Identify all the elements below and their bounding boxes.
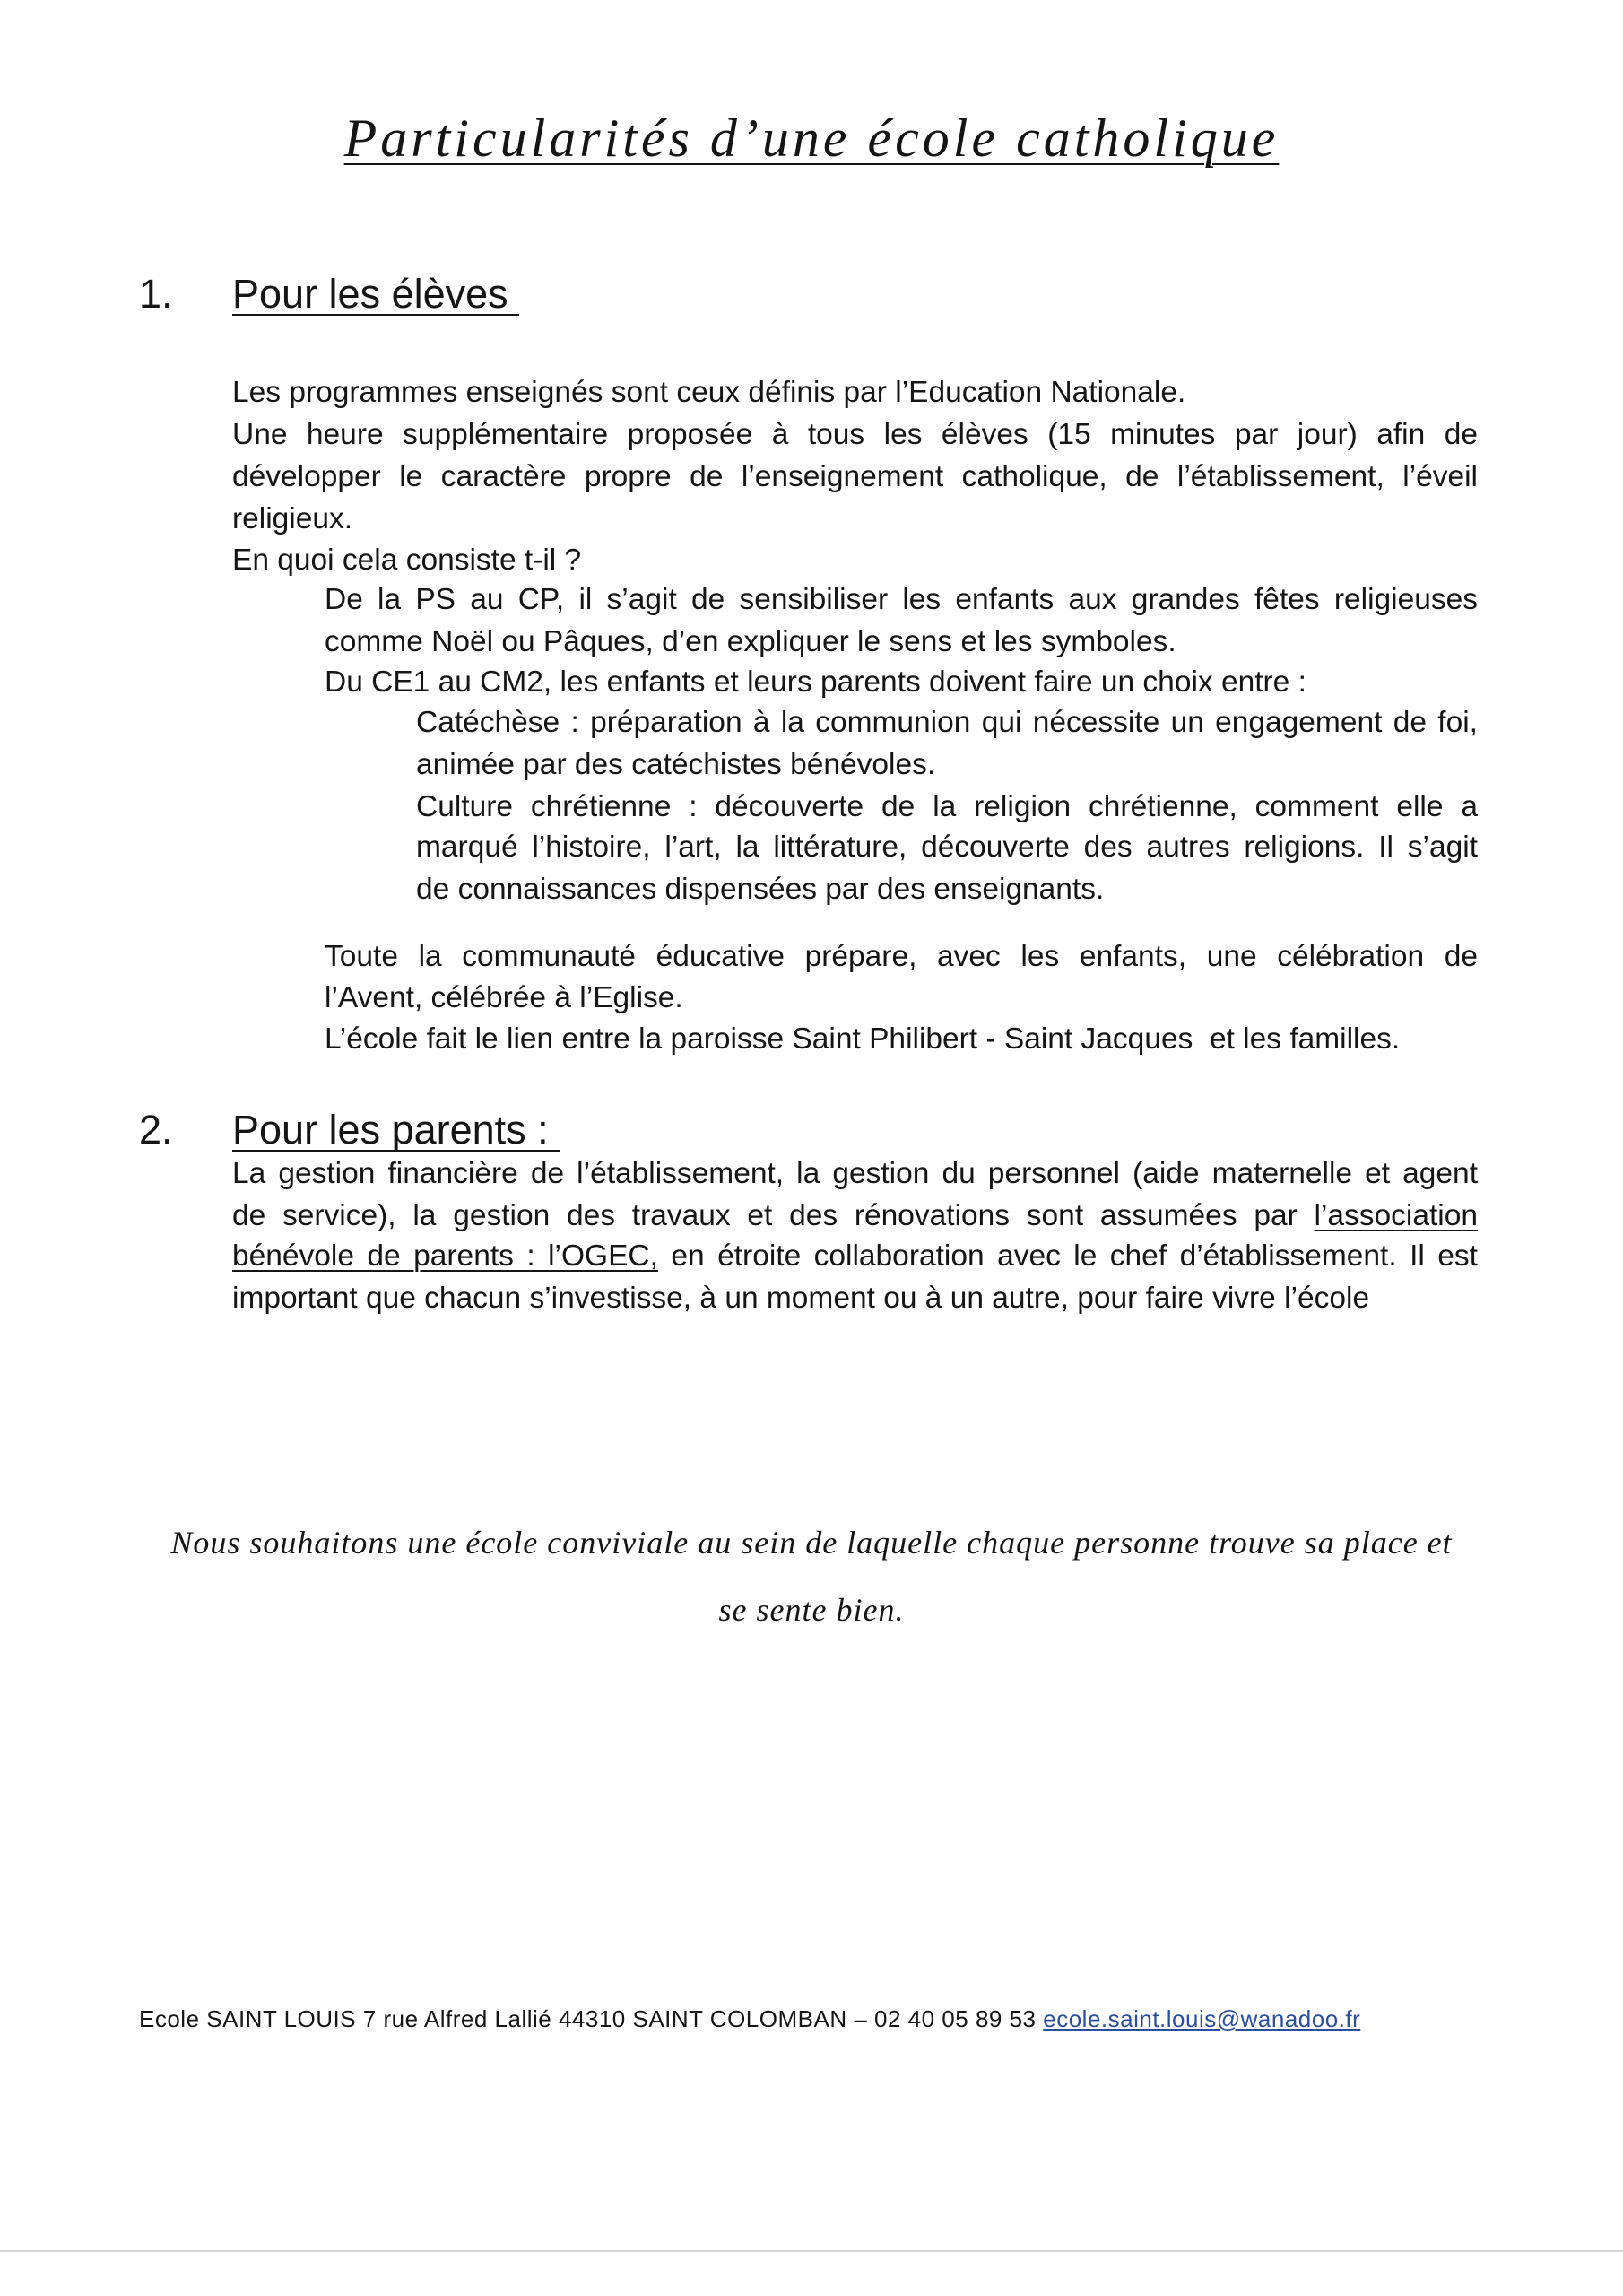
document-title: Particularités d’une école catholique <box>343 109 1280 168</box>
body-line <box>232 1235 1478 1277</box>
body-line: développer le caractère propre de l’enseignement catholique, de l’établissement, l’éveil <box>232 460 1478 493</box>
body-line: La gestion financière de l’établissement, la gestion du personnel (aide maternelle et agent <box>232 1157 1478 1190</box>
body-line: Toute la communauté éducative prépare, avec les enfants, une célébration de <box>325 940 1478 973</box>
body-line: En quoi cela consiste t-il ? <box>232 544 582 577</box>
body-line: important que chacun s’investisse, à un moment ou à un autre, pour faire vivre l’école <box>232 1282 1370 1315</box>
body-line: l’Avent, célébrée à l’Eglise. <box>325 981 683 1014</box>
email-link[interactable]: ecole.saint.louis@wanadoo.fr <box>1043 2005 1361 2032</box>
section-title: Pour les parents : <box>232 1109 560 1152</box>
body-line: comme Noël ou Pâques, d’en expliquer le sens et les symboles. <box>325 625 1176 658</box>
body-line: L’école fait le lien entre la paroisse Saint Philibert - Saint Jacques et les familles. <box>325 1022 1401 1056</box>
body-line <box>232 1195 1478 1237</box>
section-number: 2. <box>139 1107 173 1152</box>
body-text: de service), la gestion des travaux et des rénovations sont assumées par <box>232 1199 1298 1232</box>
body-line: religieux. <box>232 502 353 535</box>
footer-address: Ecole SAINT LOUIS 7 rue Alfred Lallié 44310 SAINT COLOMBAN – 02 40 05 89 53 <box>139 2005 1037 2032</box>
section-heading-eleves <box>0 271 1623 318</box>
underlined-text: bénévole de parents : l’OGEC, <box>232 1239 658 1273</box>
section-title: Pour les élèves <box>232 274 519 316</box>
body-line: Du CE1 au CM2, les enfants et leurs parents doivent faire un choix entre : <box>325 665 1306 699</box>
closing-line: se sente bien. <box>718 1592 905 1628</box>
body-line: Les programmes enseignés sont ceux définis par l’Education Nationale. <box>232 376 1186 409</box>
body-line: marqué l’histoire, l’art, la littérature, découverte des autres religions. Il s’agit <box>416 831 1478 864</box>
body-line: de connaissances dispensées par des enseignants. <box>416 873 1105 906</box>
section-heading-parents <box>0 1109 1623 1154</box>
footer <box>139 2005 1360 2033</box>
body-line: animée par des catéchistes bénévoles. <box>416 748 936 781</box>
body-line: De la PS au CP, il s’agit de sensibiliser les enfants aux grandes fêtes religieuses <box>325 583 1478 616</box>
section-number: 1. <box>139 271 173 317</box>
scan-edge-line <box>0 2250 1623 2252</box>
body-line: Une heure supplémentaire proposée à tous les élèves (15 minutes par jour) afin de <box>232 418 1478 451</box>
body-text: en étroite collaboration avec le chef d’établissement. Il est <box>671 1239 1478 1273</box>
closing-line: Nous souhaitons une école conviviale au sein de laquelle chaque personne trouve sa place et <box>170 1525 1453 1561</box>
underlined-text: l’association <box>1314 1199 1478 1232</box>
body-line: Culture chrétienne : découverte de la religion chrétienne, comment elle a <box>416 790 1478 823</box>
body-line: Catéchèse : préparation à la communion qui nécessite un engagement de foi, <box>416 706 1478 739</box>
